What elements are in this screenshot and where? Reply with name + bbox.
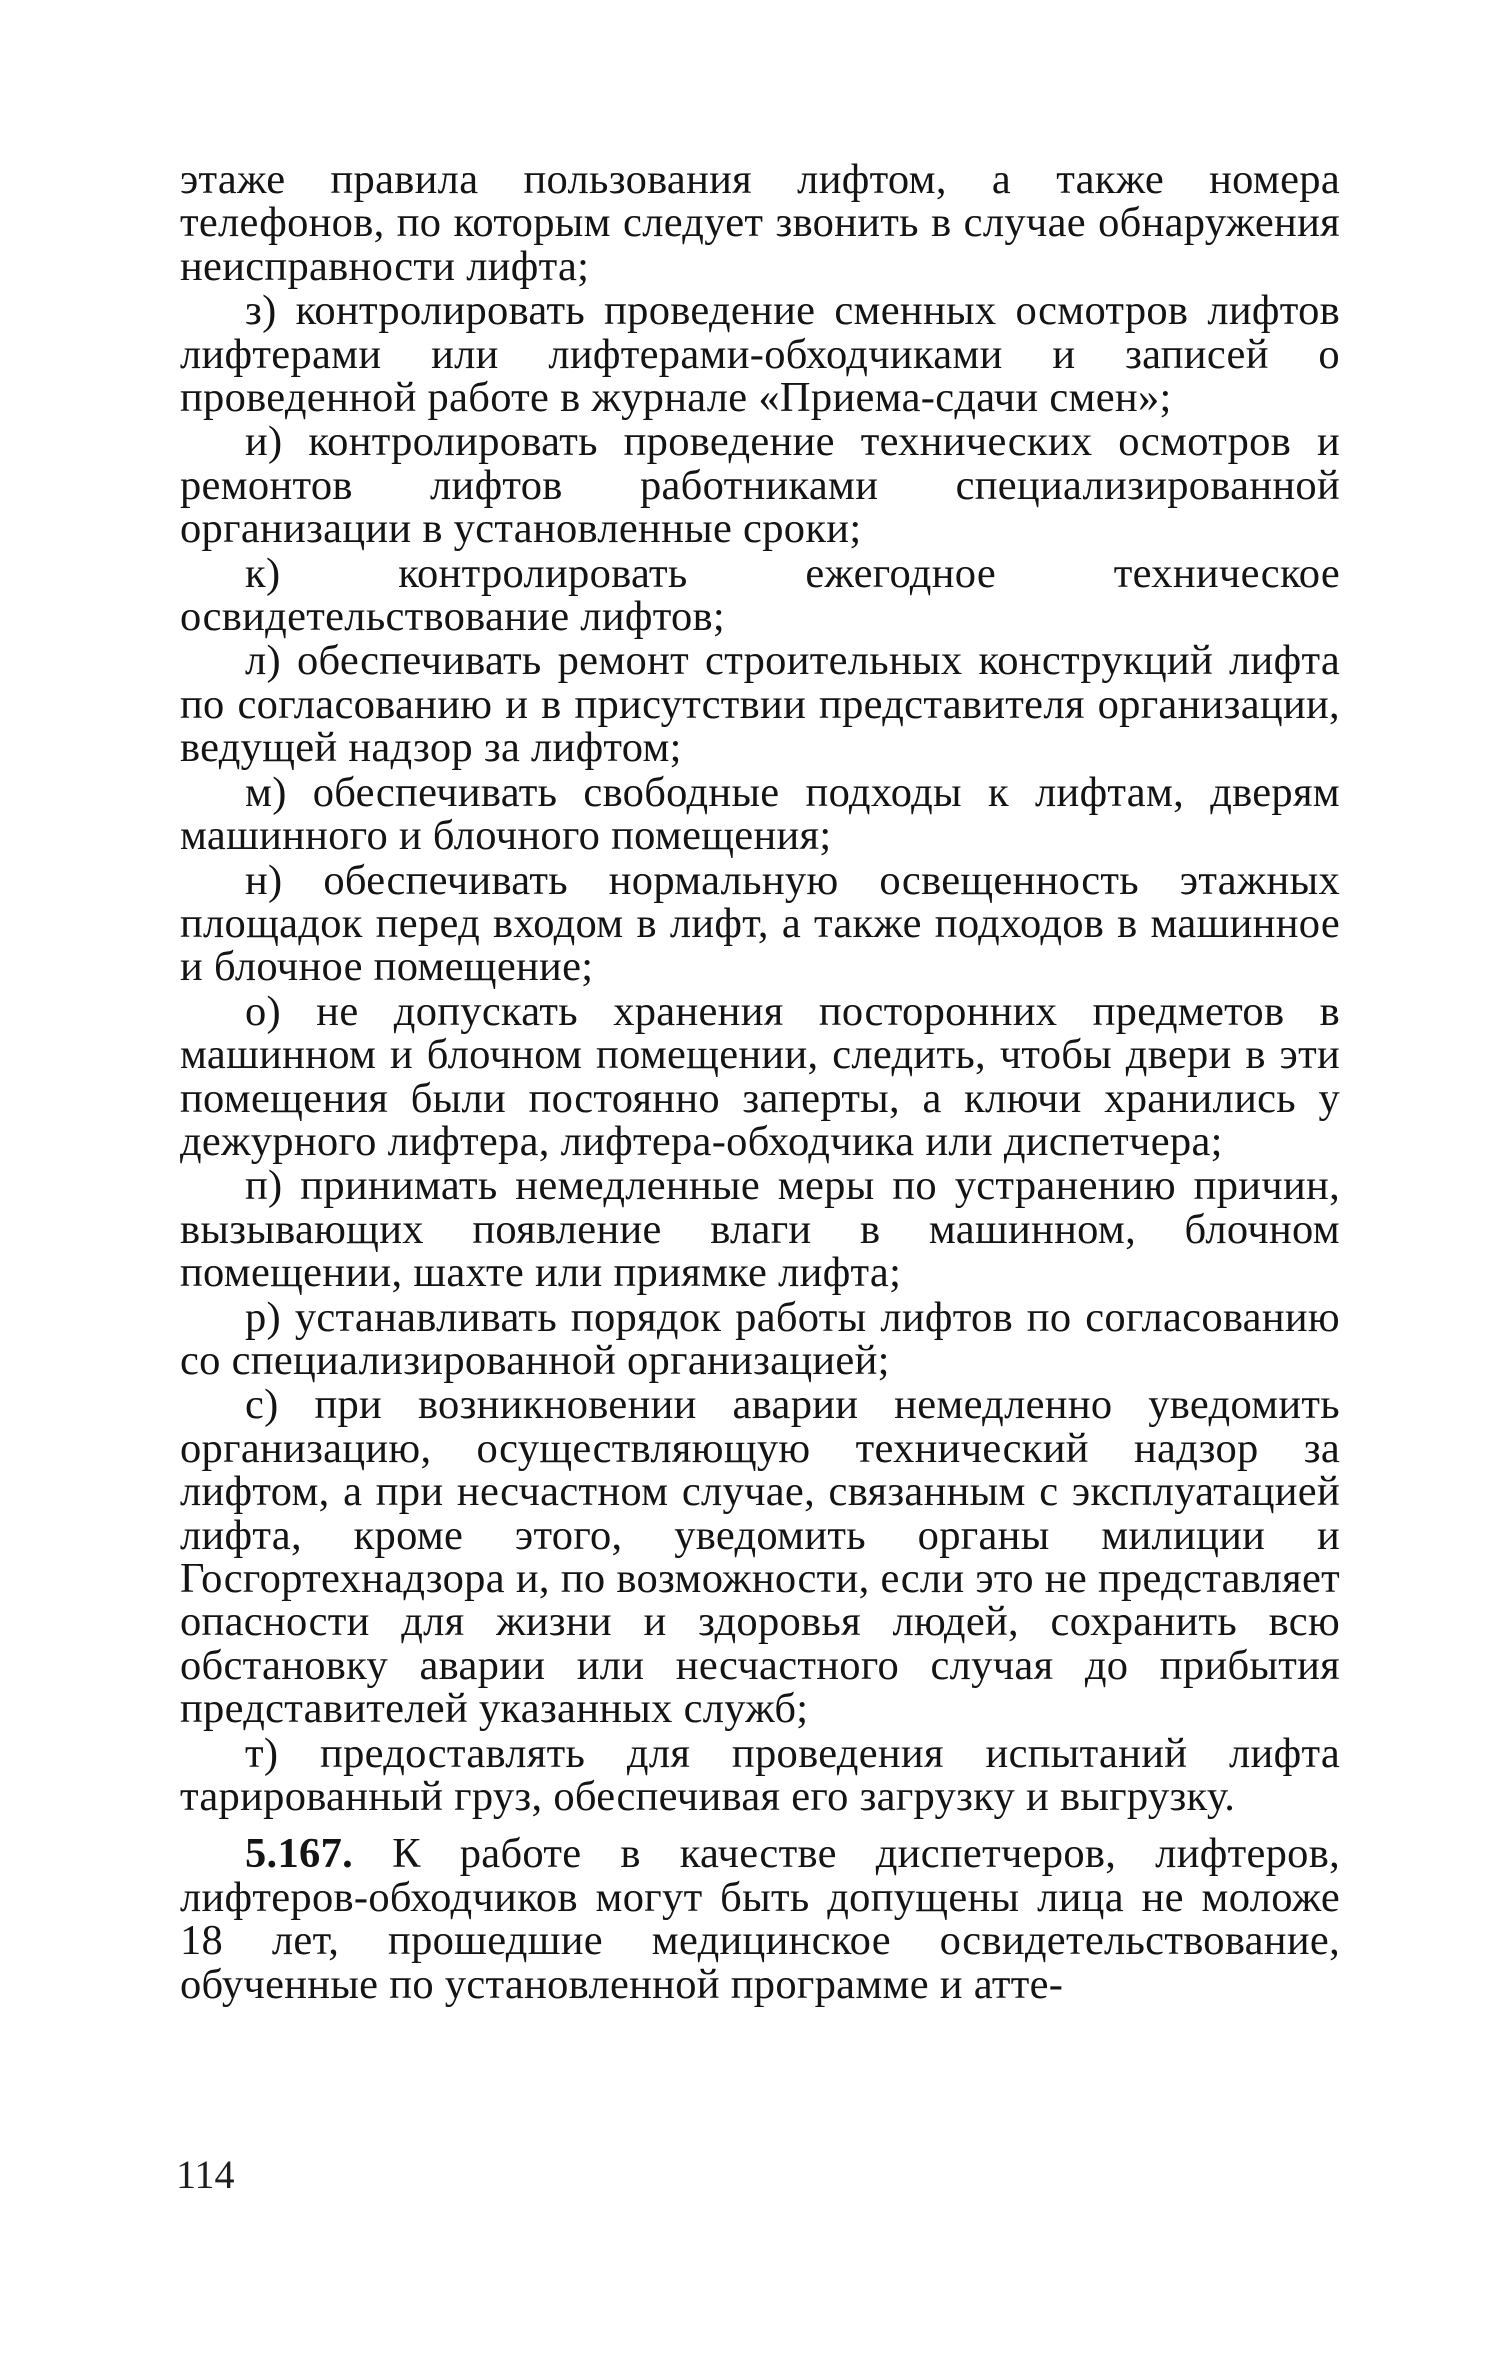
section-number: 5.167. <box>245 1830 354 1878</box>
paragraph-continuation: этаже правила пользования лифтом, а также номера телефонов, по которым следует звонить в случае обнаружения неисправности лифта; <box>180 156 1340 290</box>
list-item-n: н) обеспечивать нормальную освещенность этажных площадок перед входом в лифт, а также подходов в машинное и блочное помещение; <box>180 856 1340 991</box>
list-item-m: м) обеспечивать свободные подходы к лифтам, дверям машинного и блочного помещения; <box>180 768 1340 860</box>
section-paragraph <box>180 1832 1340 2006</box>
list-item-l: л) обеспечивать ремонт строительных конструкций лифта по согласованию и в присутствии представителя организации, ведущей надзор за лифтом; <box>180 637 1340 772</box>
list-item-r: р) устанавливать порядок работы лифтов по согласованию со специализированной организацией; <box>180 1293 1340 1384</box>
list-item-k: к) контролировать ежегодное техническое освидетельствование лифтов; <box>180 549 1340 641</box>
list-item-i: и) контролировать проведение технических осмотров и ремонтов лифтов работниками специализированной организации в установленные сроки; <box>180 418 1340 553</box>
list-item-p: п) принимать немедленные меры по устранению причин, вызывающих появление влаги в машинном, блочном помещении, шахте или приямке лифта; <box>180 1162 1340 1297</box>
list-item-t: т) предоставлять для проведения испытаний лифта тарированный груз, обеспечивая его загрузку и выгрузку. <box>180 1729 1340 1821</box>
body-text <box>180 158 1340 2006</box>
list-item-o: о) не допускать хранения посторонних предметов в машинном и блочном помещении, следить, чтобы двери в эти помещения были постоянно заперты, а ключи хранились у дежурного лифтера, лифтера-обходчика или диспетчера; <box>180 987 1340 1165</box>
list-item-s: с) при возникновении аварии немедленно уведомить организацию, осуществляющую технический надзор за лифтом, а при несчастном случае, связанным с эксплуатацией лифта, кроме этого, уведомить органы милиции и Госгортехнадзора и, по возможности, если это не представляет опасности для жизни и здоровья людей, сохранить всю обстановку аварии или несчастного случая до прибытия представителей указанных служб; <box>180 1381 1340 1733</box>
page-number: 114 <box>176 2152 235 2197</box>
list-item-z: з) контролировать проведение сменных осмотров лифтов лифтерами или лифтерами-обходчиками и записей о проведенной работе в журнале «Приема-сдачи смен»; <box>180 287 1340 422</box>
section-text: К работе в качестве диспетчеров, лифтеров, лифтеров-обходчиков могут быть допущены лица не моложе 18 лет, прошедшие медицинское освидетельствование, обученные по установленной программе и атте- <box>180 1830 1341 2008</box>
